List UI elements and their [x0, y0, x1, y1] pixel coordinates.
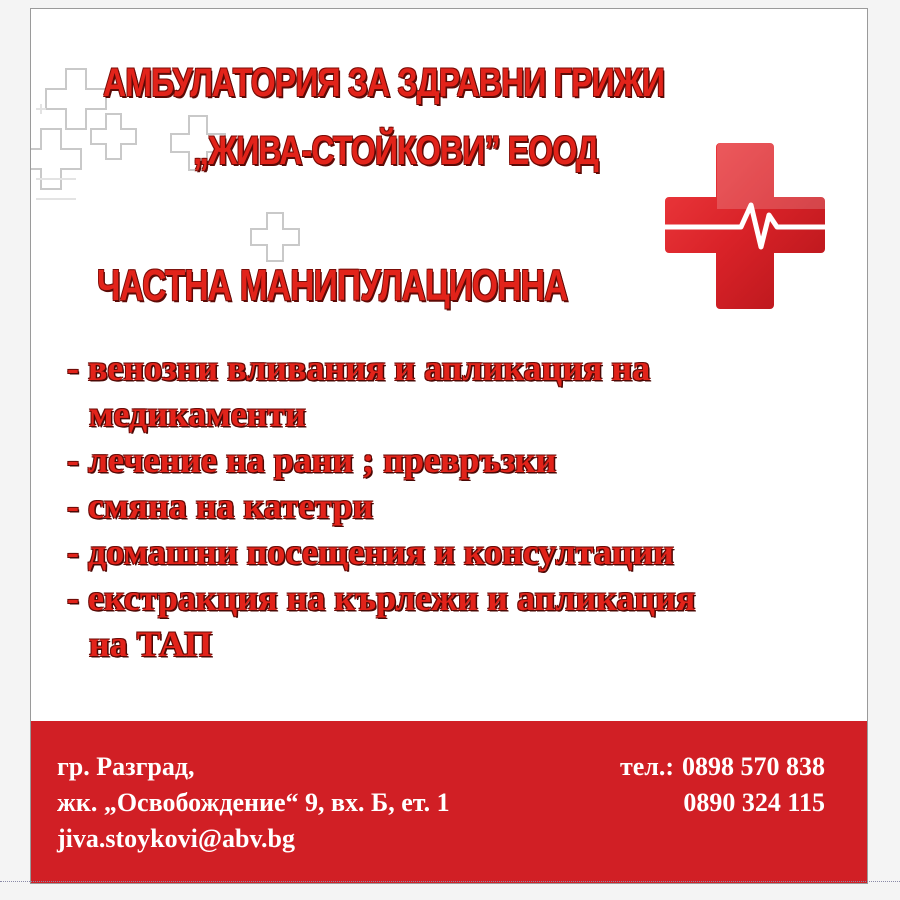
- street-address: жк. „Освобождение“ 9, вх. Б, ет. 1: [57, 788, 450, 817]
- contact-footer: [31, 721, 868, 884]
- flyer-card: [30, 8, 868, 884]
- service-item: - екстракция на кърлежи и апликация: [67, 578, 696, 618]
- service-item: - венозни вливания и апликация на: [67, 348, 651, 388]
- medical-cross-heartbeat-icon: [665, 143, 825, 309]
- phone-label: тел.:: [619, 752, 674, 781]
- address-block: [57, 749, 450, 857]
- clinic-name-line-1: АМБУЛАТОРИЯ ЗА ЗДРАВНИ ГРИЖИ: [103, 61, 665, 105]
- service-item: - домашни посещения и консултации: [67, 532, 675, 572]
- service-type-heading: ЧАСТНА МАНИПУЛАЦИОННА: [97, 261, 568, 310]
- dotted-divider: [0, 881, 900, 882]
- services-list: [67, 345, 695, 667]
- service-item: - лечение на рани ; превръзки: [67, 440, 557, 480]
- phone-number-1[interactable]: 0898 570 838: [682, 752, 825, 781]
- clinic-name-line-2: „ЖИВА-СТОЙКОВИ” ЕООД: [193, 129, 599, 173]
- email-link[interactable]: jiva.stoykovi@abv.bg: [57, 824, 296, 853]
- phone-number-2[interactable]: 0890 324 115: [683, 788, 825, 817]
- city: гр. Разград,: [57, 752, 195, 781]
- service-item: медикаменти: [89, 394, 306, 434]
- service-item: - смяна на катетри: [67, 486, 374, 526]
- service-item: на ТАП: [89, 624, 213, 664]
- phone-block: [620, 749, 825, 821]
